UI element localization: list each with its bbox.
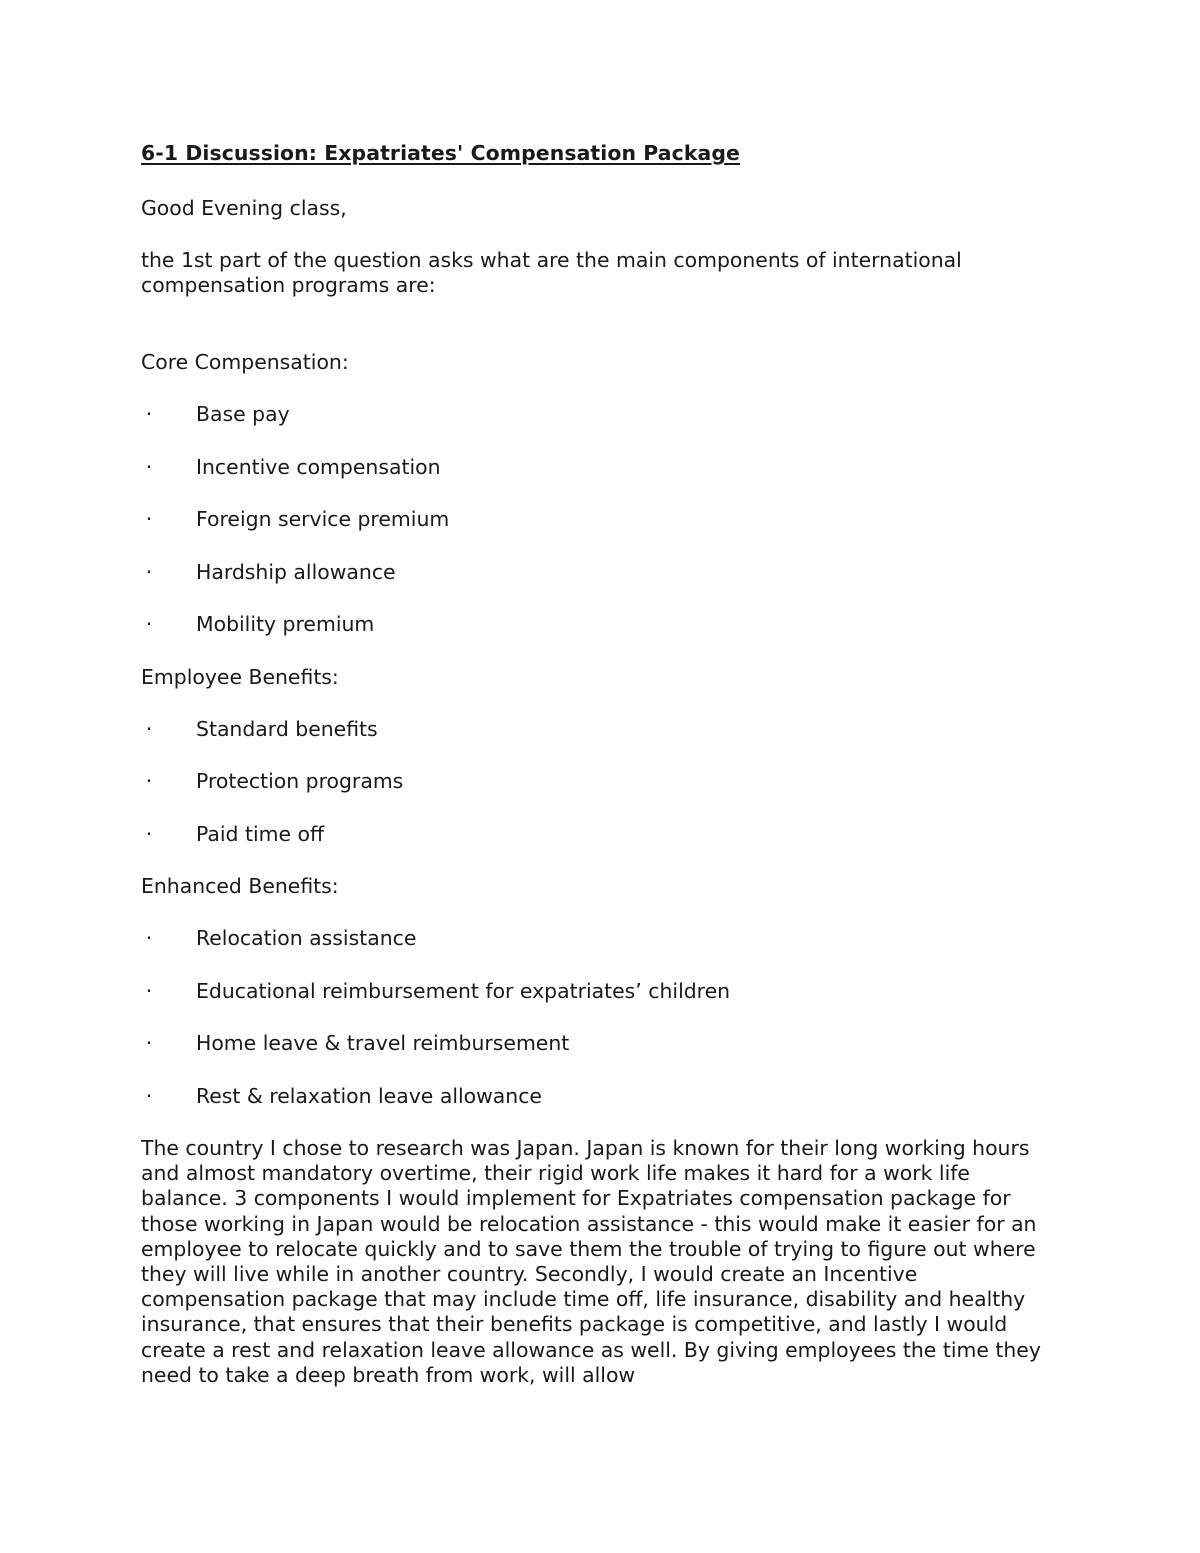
bullet-icon: · [145,1083,153,1108]
intro-paragraph: the 1st part of the question asks what are the main components of international compensation programs are: [141,248,962,297]
section-heading-employee-benefits: Employee Benefits: [141,664,339,689]
enhanced-benefits-list [141,926,1061,1109]
greeting: Good Evening class, [141,196,347,220]
list-item [141,455,1061,480]
bullet-icon: · [145,402,153,426]
list-item [141,979,1061,1004]
list-item [141,402,1061,427]
list-item-label: Incentive compensation [196,454,441,479]
document-body [141,140,1061,1388]
employee-benefits-list [141,717,1061,847]
list-item-label: Protection programs [196,769,404,793]
list-item-label: Standard benefits [196,716,378,741]
core-compensation-list [141,402,1061,637]
list-item [141,612,1061,637]
discussion-paragraph: The country I chose to research was Japan. Japan is known for their long working hours and almost mandatory overtime, their rigid work life makes it hard for a work life balance. 3 components I would implement for Expatriates compensation package for those working in Japan would be relocation assistance - this would make it easier for an employee to relocate quickly and to save them the trouble of trying to figure out where they will live while in another country. Secondly, I would create an Incentive compensation package that may include time off, life insurance, disability and healthy insurance, that ensures that their benefits package is competitive, and lastly I would create a rest and relaxation leave allowance as well. By giving employees the time they need to take a deep breath from work, will allow [141,1136,1041,1387]
bullet-icon: · [145,612,153,636]
list-item [141,822,1061,847]
list-item [141,1084,1061,1109]
list-item-label: Hardship allowance [196,559,396,584]
bullet-icon: · [145,926,153,950]
bullet-icon: · [145,978,153,1003]
list-item-label: Educational reimbursement for expatriates’ children [196,978,731,1003]
list-item [141,507,1061,532]
list-item [141,926,1061,951]
bullet-icon: · [145,769,153,793]
bullet-icon: · [145,507,153,531]
section-heading-enhanced-benefits: Enhanced Benefits: [141,874,339,898]
bullet-icon: · [145,559,153,584]
list-item-label: Home leave & travel reimbursement [196,1031,570,1055]
list-item-label: Rest & relaxation leave allowance [196,1083,542,1108]
section-heading-core-compensation: Core Compensation: [141,350,349,374]
list-item-label: Mobility premium [196,612,375,636]
list-item [141,717,1061,742]
list-item [141,1031,1061,1056]
list-item-label: Foreign service premium [196,507,450,531]
bullet-icon: · [145,454,153,479]
document-title: 6-1 Discussion: Expatriates' Compensation Package [141,141,740,165]
bullet-icon: · [145,1031,153,1055]
list-item-label: Relocation assistance [196,926,417,950]
list-item [141,769,1061,794]
list-item [141,560,1061,585]
list-item-label: Base pay [196,402,290,426]
bullet-icon: · [145,821,153,846]
list-item-label: Paid time off [196,821,325,846]
bullet-icon: · [145,716,153,741]
